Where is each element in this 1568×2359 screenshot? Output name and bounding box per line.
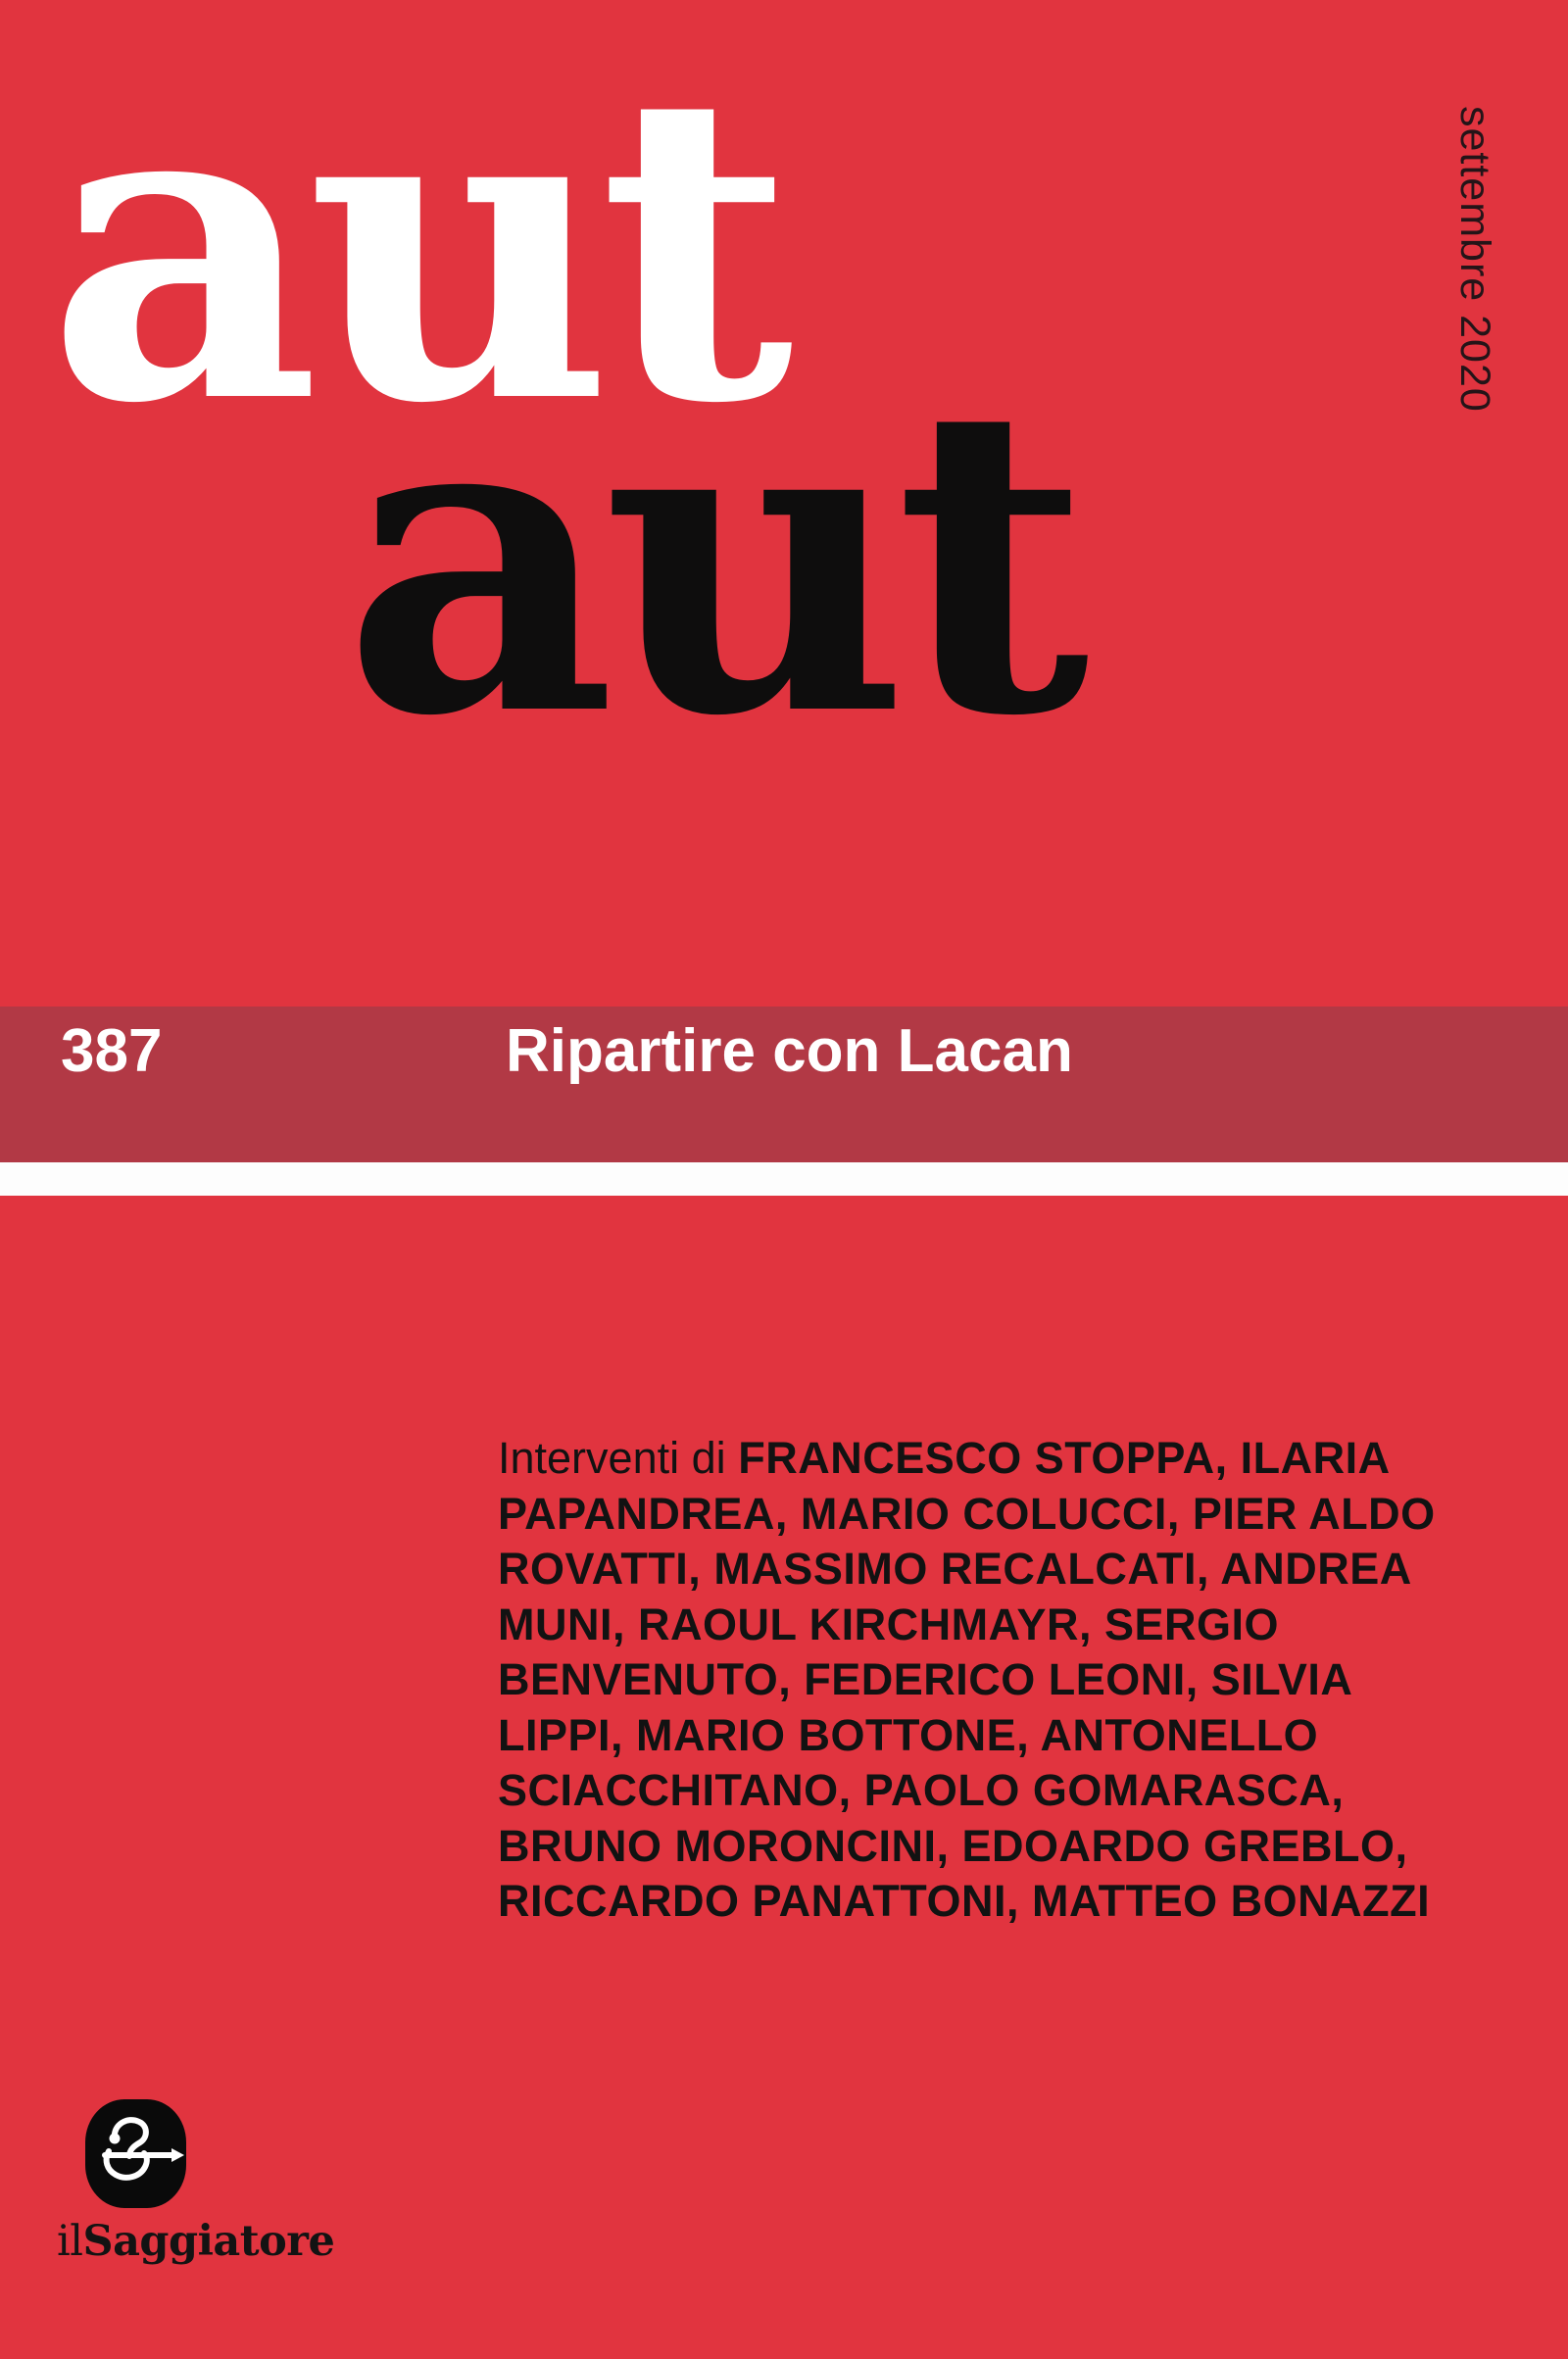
title-band: [0, 1007, 1568, 1162]
saggiatore-harpoon-s-icon: [85, 2099, 186, 2208]
publisher-name: Saggiatore: [82, 2217, 335, 2266]
byline-line: MUNI, RAOUL KIRCHMAYR, SERGIO: [498, 1598, 1280, 1649]
byline-line: SCIACCHITANO, PAOLO GOMARASCA,: [498, 1765, 1345, 1815]
issue-title: Ripartire con Lacan: [506, 1017, 1073, 1085]
byline-names: FRANCESCO STOPPA, ILARIA: [738, 1433, 1391, 1483]
byline-line: LIPPI, MARIO BOTTONE, ANTONELLO: [498, 1709, 1319, 1760]
white-divider-stripe: [0, 1162, 1568, 1196]
publisher-wordmark: [57, 2217, 335, 2266]
byline-line: [498, 1431, 1436, 1487]
byline-line: BENVENUTO, FEDERICO LEONI, SILVIA: [498, 1654, 1353, 1704]
publisher-name-prefix: il: [57, 2217, 83, 2266]
issue-date-vertical: settembre 2020: [1451, 106, 1498, 413]
byline-line: ROVATTI, MASSIMO RECALCATI, ANDREA: [498, 1544, 1412, 1594]
contributors-block: [498, 1431, 1436, 1930]
masthead-aut-white: aut: [47, 1, 780, 496]
byline-prefix: Interventi di: [498, 1433, 726, 1483]
byline-line: RICCARDO PANATTONI, MATTEO BONAZZI: [498, 1876, 1431, 1926]
issue-number: 387: [61, 1017, 163, 1085]
byline-line: BRUNO MORONCINI, EDOARDO GREBLO,: [498, 1820, 1408, 1871]
masthead-aut-black: aut: [343, 314, 1076, 809]
byline-line: PAPANDREA, MARIO COLUCCI, PIER ALDO: [498, 1488, 1436, 1539]
